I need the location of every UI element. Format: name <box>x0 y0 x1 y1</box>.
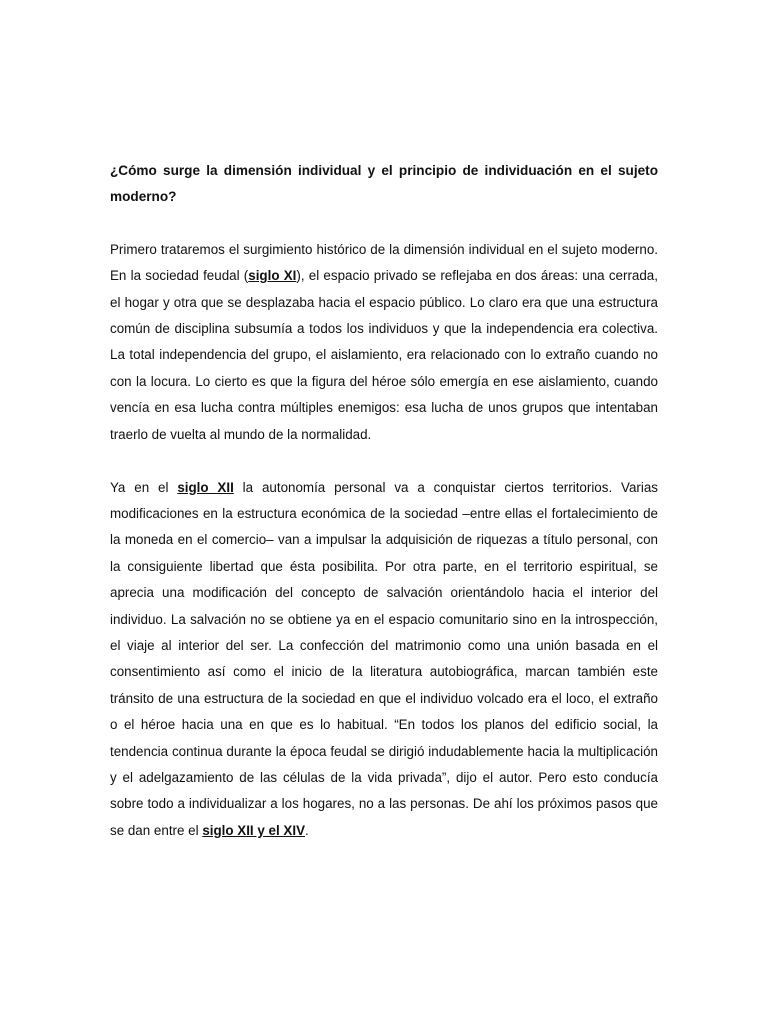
paragraph-text: la autonomía personal va a conquistar ciertos territorios. Varias modificaciones en la estructura económica de la sociedad –entre ellas el fortalecimiento de la moneda en el comercio– van a impulsar la adquisición de riquezas a título personal, con la consiguiente libertad que ésta posibilita. Por otra parte, en el territorio espiritual, se aprecia una modificación del concepto de salvación orientándolo hacia el interior del individuo. La salvación no se obtiene ya en el espacio comunitario sino en la introspección, el viaje al interior del ser. La confección del matrimonio como una unión basada en el consentimiento así como el inicio de la literatura autobiográfica, marcan también este tránsito de una estructura de la sociedad en que el individuo volcado era el loco, el extraño o el héroe hacia una en que es lo habitual. “En todos los planos del edificio social, la tendencia continua durante la época feudal se dirigió indudablemente hacia la multiplicación y el adelgazamiento de las células de la vida privada”, dijo el autor. Pero esto conducía sobre todo a individualizar a los hogares, no a las personas. De ahí los próximos pasos que se dan entre el <box>110 479 658 838</box>
paragraph-feudal-society <box>110 237 658 448</box>
paragraph-text: . <box>305 822 309 838</box>
paragraph-personal-autonomy <box>110 475 658 845</box>
document-page <box>110 158 658 871</box>
link-siglo-xi[interactable]: siglo XI <box>248 268 297 284</box>
paragraph-text: ), el espacio privado se reflejaba en dos áreas: una cerrada, el hogar y otra que se desplazaba hacia el espacio público. Lo claro era que una estructura común de disciplina subsumía a todos los individuos y que la independencia era colectiva. La total independencia del grupo, el aislamiento, era relacionado con lo extraño cuando no con la locura. Lo cierto es que la figura del héroe sólo emergía en ese aislamiento, cuando vencía en esa lucha contra múltiples enemigos: esa lucha de unos grupos que intentaban traerlo de vuelta al mundo de la normalidad. <box>110 268 658 442</box>
question-heading: ¿Cómo surge la dimensión individual y el principio de individuación en el sujeto moderno? <box>110 163 658 205</box>
paragraph-text: Ya en el <box>110 479 178 495</box>
paragraph-text: Primero trataremos el surgimiento histórico de la dimensión individual en el sujeto moderno. En la sociedad feudal ( <box>110 241 658 284</box>
link-siglo-xii-xiv[interactable]: siglo XII y el XIV <box>202 822 306 838</box>
link-siglo-xii[interactable]: siglo XII <box>177 479 234 495</box>
